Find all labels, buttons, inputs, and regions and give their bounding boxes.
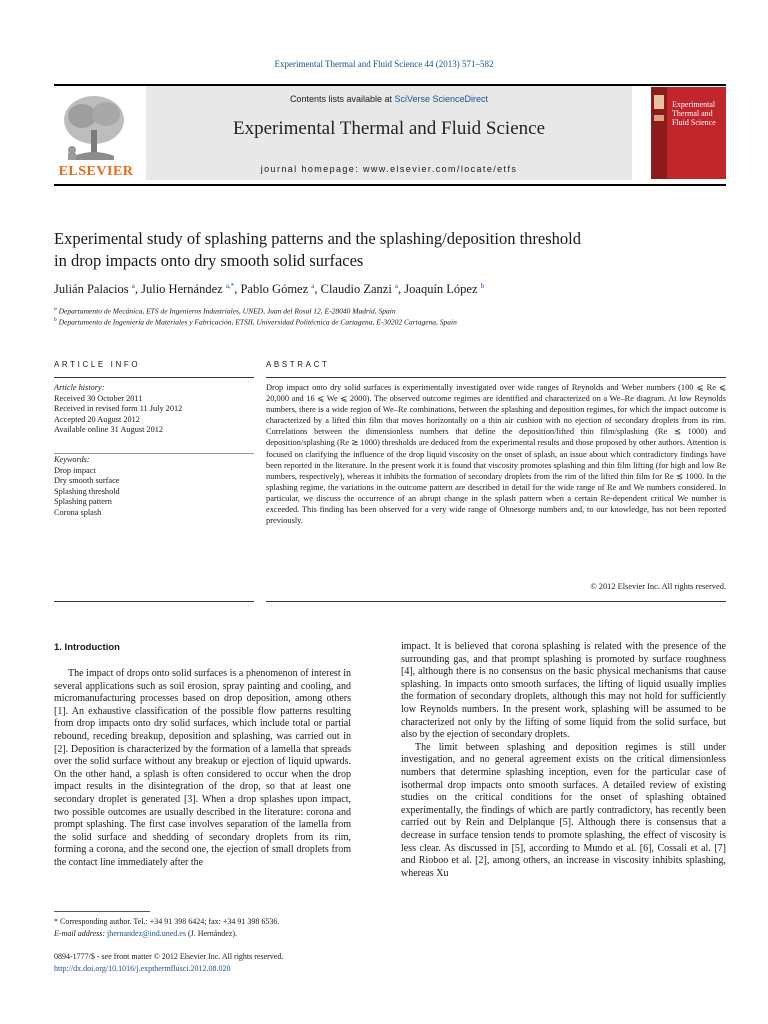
affiliation-b: $^b$ Departamento de Ingeniería de Materiales y Fabricación, ETSII, Universidad Politécnica de Cartagena, E-30202 Cartagena, Spain bbox=[54, 317, 457, 327]
history-item: Received in revised form 11 July 2012 bbox=[54, 404, 183, 414]
affiliation-a: $^a$ Departamento de Mecánica, ETS de Ingenieros Industriales, UNED, Juan del Rosal 12, E-28040 Madrid, Spain bbox=[54, 306, 396, 316]
author-name: Joaquín López bbox=[404, 282, 478, 297]
author-affiliation-mark[interactable]: a bbox=[131, 282, 135, 290]
author-affiliation-mark[interactable]: a,* bbox=[225, 282, 235, 290]
divider bbox=[54, 601, 254, 602]
divider bbox=[54, 453, 254, 454]
footnote-divider bbox=[54, 911, 150, 912]
abstract-heading: ABSTRACT bbox=[266, 360, 330, 369]
cover-title: Experimental Thermal and Fluid Science bbox=[672, 100, 716, 127]
corresponding-author-footnote: * Corresponding author. Tel.: +34 91 398 6424; fax: +34 91 398 6536. bbox=[54, 917, 280, 926]
keyword-item: Splashing threshold bbox=[54, 486, 120, 496]
keywords-label: Keywords: bbox=[54, 455, 90, 464]
keyword-item: Dry smooth surface bbox=[54, 476, 120, 486]
keywords bbox=[54, 455, 254, 519]
section-heading-introduction: 1. Introduction bbox=[54, 642, 120, 653]
article-info-heading: ARTICLE INFO bbox=[54, 360, 141, 369]
journal-homepage[interactable]: journal homepage: www.elsevier.com/locate/etfs bbox=[260, 164, 518, 174]
affiliation-b-text: Departamento de Ingeniería de Materiales y Fabricación, ETSII, Universidad Politécnica de Cartagena, E-30202 Cartagena, Spain bbox=[58, 317, 457, 327]
author-name: Claudio Zanzi bbox=[320, 282, 392, 297]
history-item: Available online 31 August 2012 bbox=[54, 425, 164, 435]
keyword-item: Splashing pattern bbox=[54, 497, 112, 507]
history-item: Accepted 20 August 2012 bbox=[54, 414, 140, 424]
author-list: Julián Palacios $^a$, Julio Hernández $^{a,*}$, Pablo Gómez $^a$, Claudio Zanzi $^a$, Joaquín López $^b$ bbox=[54, 282, 485, 297]
author-affiliation-mark[interactable]: b bbox=[480, 282, 485, 290]
keyword-item: Corona splash bbox=[54, 507, 102, 517]
divider bbox=[266, 377, 726, 378]
body-column-left bbox=[54, 668, 351, 870]
elsevier-wordmark: ELSEVIER bbox=[58, 164, 134, 179]
affiliation-a-text: Departamento de Mecánica, ETS de Ingenieros Industriales, UNED, Juan del Rosal 12, E-28040 Madrid, Spain bbox=[58, 306, 396, 316]
author-name: Julián Palacios bbox=[54, 282, 129, 297]
sciencedirect-link[interactable]: SciVerse ScienceDirect bbox=[394, 94, 489, 104]
author-affiliation-mark[interactable]: a bbox=[311, 282, 315, 290]
history-label: Article history: bbox=[54, 383, 105, 392]
paragraph: The limit between splashing and deposition regimes is still under investigation, and no general agreement exists on the critical dimensionless numbers that determine splashing inception, even for the particular case of isothermal drop impacts onto smooth surfaces. A detailed review of existing studies on the critical conditions for the onset of splashing obtained experimentally, the findings of which are partly contradictory, has recently been carried out by Rein and Delplanque [5]. Although there is consensus that a decrease in surface tension tends to promote splashing, the effect of viscosity is less clear. As discussed in [5], according to Mundo et al. [6], Cossali et al. [7] and Rioboo et al. [2], among others, an increase in viscosity inhibits splashing, whereas Xu bbox=[401, 741, 726, 879]
article-history bbox=[54, 383, 254, 436]
issn-line: 0894-1777/$ - see front matter © 2012 Elsevier Inc. All rights reserved. bbox=[54, 952, 284, 961]
author-name: Julio Hernández bbox=[141, 282, 223, 297]
journal-title: Experimental Thermal and Fluid Science bbox=[233, 118, 545, 139]
contents-prefix: Contents lists available at bbox=[289, 94, 395, 104]
title-line-1: Experimental study of splashing patterns and the splashing/deposition threshold bbox=[54, 229, 582, 248]
email-label: E-mail address: bbox=[54, 929, 108, 938]
keyword-item: Drop impact bbox=[54, 465, 96, 475]
body-column-right bbox=[401, 641, 726, 880]
divider bbox=[54, 377, 254, 378]
email-footnote bbox=[54, 929, 237, 938]
journal-reference[interactable]: Experimental Thermal and Fluid Science 44 (2013) 571–582 bbox=[274, 59, 494, 69]
author-affiliation-mark[interactable]: a bbox=[394, 282, 399, 290]
email-link[interactable]: jhernandez@ind.uned.es bbox=[107, 929, 186, 938]
paragraph: The impact of drops onto solid surfaces is a phenomenon of interest in several applications such as soil erosion, spray painting and cooling, and micromanufacturing processes based on drop deposition, among others [1]. An exhaustive classification of the possible flow patterns resulting from drop impacts onto dry solid surfaces, which include total or partial rebound, receding breakup, deposition and splashing, was carried out in [2]. Deposition is characterized by the formation of a lamella that spreads over the solid surface without any breakup or ejection of liquid upwards. On the other hand, a splash is often considered to occur when the drop impact results in the disintegration of the drop, so that at least one secondary droplet is generated [3]. When a drop splashes upon impact, two possible outcomes are usually described in the literature: corona and prompt splashing. The first case involves separation of the lamella from the solid surface and shedding of secondary droplets from its rim, forming a corona, and the second one, the ejection of small droplets from the contact line immediately after the bbox=[54, 668, 351, 868]
title-line-2: in drop impacts onto dry smooth solid surfaces bbox=[54, 251, 364, 270]
abstract-copyright: © 2012 Elsevier Inc. All rights reserved. bbox=[590, 582, 726, 591]
article-title bbox=[54, 228, 726, 272]
abstract-text: Drop impact onto dry solid surfaces is experimentally investigated over wide ranges of Reynolds and Weber numbers (100 ⩽ Re ⩽ 20,000 and 16 ⩽ We ⩽ 2000). The observed outcome regimes are identified and characterized on a We–Re diagram. At low Reynolds numbers, there is a wide region of We–Re combinations, between the splashing and deposition regimes, for which the impact outcome is characterized by a lifted thin film that moves horizontally on a thin air cushion with no ejection of secondary droplets from its rim. Correlations between the dimensionless numbers that define the deposition/lifted thin film/splashing (Re ≲ 1000) and deposition/splashing (Re ≳ 1000) thresholds are deduced from the experimental results and those proposed by other authors. Attention is focused on clarifying the influence of the drop liquid viscosity on the onset of splash, an issue about which contradictory findings have been reported in the literature. In the present work it is found that viscosity promotes splashing and thin film lifting (for high and low Re numbers, respectively), whereas it inhibits the formation of secondary droplets from the rim of the lifted thin film for Re ≲ 1000. In the splashing regime, the variations in the outcome pattern are described in detail for the wide range of Re and We numbers considered. In particular, we discuss the occurrence of an abrupt change in the splash pattern when a certain Re-dependent critical We number is exceeded. This finding has been observed for a very wide range of Ohnesorge numbers and, to our knowledge, has not been reported previously. bbox=[266, 383, 726, 526]
history-item: Received 30 October 2011 bbox=[54, 393, 143, 403]
doi-link[interactable]: http://dx.doi.org/10.1016/j.expthermflusci.2012.08.020 bbox=[54, 964, 231, 973]
email-suffix: (J. Hernández). bbox=[185, 929, 238, 938]
paragraph: impact. It is believed that corona splashing is related with the presence of the surrounding gas, and that prompt splashing is promoted by surface roughness [4], although there is no consensus on the basic physical mechanisms that cause splashing. In impacts onto smooth surfaces, the lifting of liquid usually implies the formation of secondary droplets, although this may not hold for sufficiently low Reynolds numbers. In the present work, splashing will be assumed to be characterized not only by the lifting of some liquid from the solid surface, but also by the ejection of secondary droplets. bbox=[401, 641, 726, 741]
contents-availability-line bbox=[146, 94, 632, 104]
divider bbox=[266, 601, 726, 602]
author-name: Pablo Gómez bbox=[240, 282, 309, 297]
